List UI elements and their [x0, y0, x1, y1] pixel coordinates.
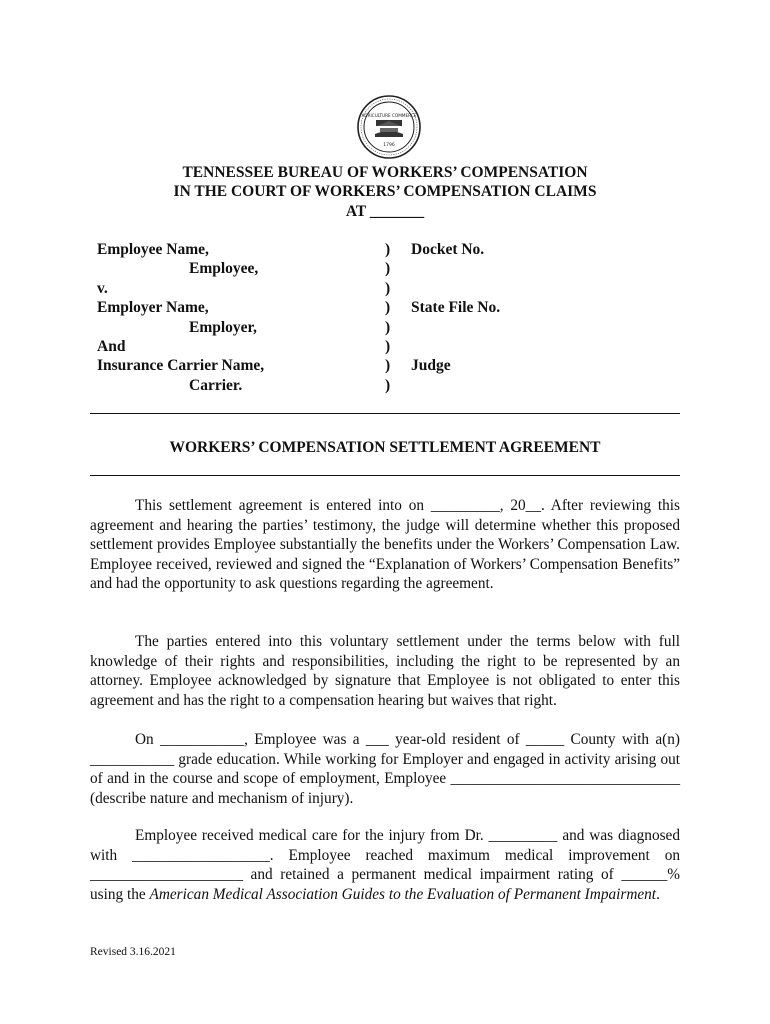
- paragraph-text: Employee received medical care for the injury from Dr. _________ and was diagnosed with __________________. Employee reached maximum medical improvement on ____________________ and retained a permanent medical impairment rating of ______% using the: [90, 827, 680, 903]
- docket-number-label: Docket No.: [411, 241, 485, 258]
- caption-paren: ): [385, 376, 391, 394]
- paragraph-text: On ___________, Employee was a ___ year-old resident of _____ County with a(n) ___________ grade education. While working for Employer and engaged in activity arising out of and in the course and scope of employment, Employee ______________________________ (describe nature and mechanism of injury).: [90, 731, 680, 807]
- versus-label: v.: [97, 279, 108, 297]
- state-file-number-label: State File No.: [411, 299, 501, 317]
- paragraph-injury-facts: [90, 730, 680, 808]
- caption-divider: [385, 240, 397, 395]
- case-caption-parties: [97, 240, 377, 395]
- header-line-court: IN THE COURT OF WORKERS’ COMPENSATION CLAIMS: [173, 183, 597, 200]
- paragraph-medical-care: [90, 826, 680, 904]
- caption-paren: ): [385, 241, 391, 258]
- carrier-role: Carrier.: [189, 376, 243, 394]
- tennessee-seal-icon: [356, 94, 422, 160]
- header-line-location: AT _______: [345, 203, 425, 220]
- case-caption-numbers: [411, 240, 671, 376]
- paragraph-voluntary-settlement: [90, 632, 680, 710]
- employer-role: Employer,: [189, 318, 257, 336]
- paragraph-text: The parties entered into this voluntary settlement under the terms below with full knowledge of their rights and responsibilities, including the right to be represented by an attorney. Employee acknowledged by signature that Employee is not obligated to enter this agreement and has the right to a compensation hearing but waives that right.: [90, 633, 680, 709]
- caption-paren: ): [385, 279, 391, 297]
- header-line-bureau: TENNESSEE BUREAU OF WORKERS’ COMPENSATION: [182, 164, 588, 181]
- paragraph-text: This settlement agreement is entered into on _________, 20__. After reviewing this agreement and hearing the parties’ testimony, the judge will determine whether this proposed settlement provides Employee substantially the benefits under the Workers’ Compensation Law. Employee received, reviewed and signed the “Explanation of Workers’ Compensation Benefits” and had the opportunity to ask questions regarding the agreement.: [90, 497, 680, 592]
- paragraph-settlement-intro: [90, 496, 680, 594]
- employee-name: Employee Name,: [97, 241, 209, 258]
- paragraph-text-end: .: [656, 885, 660, 903]
- employee-role: Employee,: [189, 260, 259, 278]
- judge-label: Judge: [411, 357, 451, 375]
- caption-paren: ): [385, 357, 391, 375]
- divider-rule: [90, 475, 680, 476]
- caption-paren: ): [385, 338, 391, 356]
- employer-name: Employer Name,: [97, 299, 209, 317]
- caption-paren: ): [385, 318, 391, 336]
- caption-paren: ): [385, 299, 391, 317]
- caption-paren: ): [385, 260, 391, 278]
- seal-year: 1796: [383, 143, 395, 148]
- and-label: And: [97, 338, 126, 356]
- divider-rule: [90, 413, 680, 414]
- document-title: WORKERS’ COMPENSATION SETTLEMENT AGREEMENT: [169, 439, 601, 456]
- carrier-name: Insurance Carrier Name,: [97, 357, 265, 375]
- ama-guides-title: American Medical Association Guides to the Evaluation of Permanent Impairment: [149, 885, 657, 903]
- revision-footer: Revised 3.16.2021: [90, 946, 176, 958]
- seal-text: AGRICULTURE COMMERCE: [361, 113, 417, 118]
